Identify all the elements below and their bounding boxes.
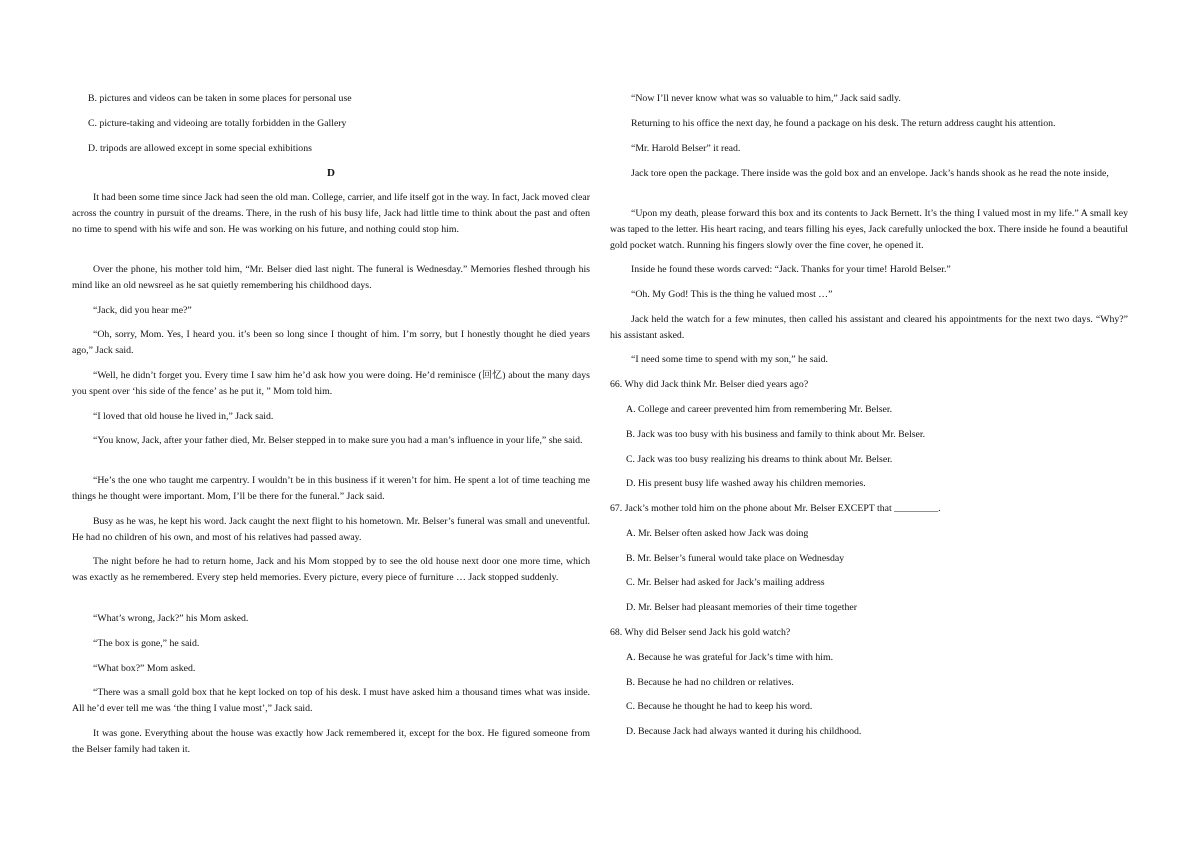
question-66-option-c: C. Jack was too busy realizing his dreams to think about Mr. Belser. <box>626 454 893 465</box>
story-paragraph: “He’s the one who taught me carpentry. I wouldn’t be in this business if it weren’t for him. He spent a lot of time teaching me things he thought were important. Mom, I’ll be there for the funeral.” Jack said. <box>72 475 590 502</box>
story-paragraph: “Well, he didn’t forget you. Every time I saw him he’d ask how you were doing. He’d reminisce (回忆) about the many days you spent over ‘his side of the fence’ as he put it, ” Mom told him. <box>72 370 590 397</box>
story-paragraph: “Oh, sorry, Mom. Yes, I heard you. it’s been so long since I thought of him. I’m sorry, but I honestly thought he died years ago,” Jack said. <box>72 329 590 356</box>
story-paragraph: “What box?” Mom asked. <box>93 663 196 674</box>
question-67-option-a: A. Mr. Belser often asked how Jack was doing <box>626 528 809 539</box>
story-paragraph: Returning to his office the next day, he found a package on his desk. The return address caught his attention. <box>631 118 1056 129</box>
section-title: D <box>327 167 335 179</box>
question-66-option-d: D. His present busy life washed away his children memories. <box>626 478 866 489</box>
question-67-stem: 67. Jack’s mother told him on the phone about Mr. Belser EXCEPT that _________. <box>610 503 941 514</box>
question-67-option-d: D. Mr. Belser had pleasant memories of their time together <box>626 602 857 613</box>
question-68-option-b: B. Because he had no children or relatives. <box>626 677 794 688</box>
story-paragraph: Jack tore open the package. There inside was the gold box and an envelope. Jack’s hands shook as he read the note inside, <box>631 168 1109 179</box>
story-paragraph: “Now I’ll never know what was so valuable to him,” Jack said sadly. <box>631 93 901 104</box>
question-68-stem: 68. Why did Belser send Jack his gold watch? <box>610 627 791 638</box>
story-paragraph: “Upon my death, please forward this box and its contents to Jack Bernett. It’s the thing I valued most in my life.” A small key was taped to the letter. His heart racing, and tears filling his eyes, Jack carefully unlocked the box. There inside he found a beautiful gold pocket watch. Running his fingers slowly over the fine cover, he opened it. <box>610 208 1128 251</box>
story-paragraph: Over the phone, his mother told him, “Mr. Belser died last night. The funeral is Wednesday.” Memories fleshed through his mind like an old newsreel as he sat quietly remembering his childhood days. <box>72 264 590 291</box>
story-paragraph: The night before he had to return home, Jack and his Mom stopped by to see the old house next door one more time, which was exactly as he remembered. Every step held memories. Every picture, every piece of furniture … Jack stopped suddenly. <box>72 556 590 583</box>
question-66-option-a: A. College and career prevented him from remembering Mr. Belser. <box>626 404 893 415</box>
story-paragraph: “Jack, did you hear me?” <box>93 305 192 316</box>
story-paragraph: “I loved that old house he lived in,” Jack said. <box>93 411 274 422</box>
question-66-stem: 66. Why did Jack think Mr. Belser died years ago? <box>610 379 809 390</box>
question-68-option-a: A. Because he was grateful for Jack’s time with him. <box>626 652 834 663</box>
story-paragraph: “There was a small gold box that he kept locked on top of his desk. I must have asked him a thousand times what was inside. All he’d ever tell me was ‘the thing I value most’,” Jack said. <box>72 687 590 714</box>
story-paragraph: Jack held the watch for a few minutes, then called his assistant and cleared his appointments for the next two days. “Why?” his assistant asked. <box>610 314 1128 341</box>
story-paragraph: “The box is gone,” he said. <box>93 638 200 649</box>
story-paragraph: “Mr. Harold Belser” it read. <box>631 143 741 154</box>
story-paragraph: Busy as he was, he kept his word. Jack caught the next flight to his hometown. Mr. Belser’s funeral was small and uneventful. He had no children of his own, and most of his relatives had passed away. <box>72 516 590 543</box>
story-paragraph: “I need some time to spend with my son,” he said. <box>631 354 828 365</box>
story-paragraph: Inside he found these words carved: “Jack. Thanks for your time! Harold Belser.” <box>631 264 951 275</box>
question-66-option-b: B. Jack was too busy with his business and family to think about Mr. Belser. <box>626 429 926 440</box>
question-68-option-d: D. Because Jack had always wanted it during his childhood. <box>626 726 862 737</box>
story-paragraph: It had been some time since Jack had seen the old man. College, carrier, and life itself got in the way. In fact, Jack moved clear across the country in pursuit of the dreams. There, in the rush of his busy life, Jack had little time to think about the past and often no time to spend with his wife and son. He was working on his future, and nothing could stop him. <box>72 192 590 235</box>
story-paragraph: It was gone. Everything about the house was exactly how Jack remembered it, except for the box. He figured someone from the Belser family had taken it. <box>72 728 590 755</box>
prev-option-c: C. picture-taking and videoing are totally forbidden in the Gallery <box>88 118 347 129</box>
question-67-option-b: B. Mr. Belser’s funeral would take place on Wednesday <box>626 553 845 564</box>
story-paragraph: “You know, Jack, after your father died, Mr. Belser stepped in to make sure you had a man’s influence in your life,” she said. <box>93 435 583 446</box>
question-68-option-c: C. Because he thought he had to keep his word. <box>626 701 813 712</box>
prev-option-b: B. pictures and videos can be taken in some places for personal use <box>88 93 352 104</box>
prev-option-d: D. tripods are allowed except in some special exhibitions <box>88 143 312 154</box>
story-paragraph: “What’s wrong, Jack?” his Mom asked. <box>93 613 249 624</box>
story-paragraph: “Oh. My God! This is the thing he valued most …” <box>631 289 833 300</box>
question-67-option-c: C. Mr. Belser had asked for Jack’s mailing address <box>626 577 825 588</box>
